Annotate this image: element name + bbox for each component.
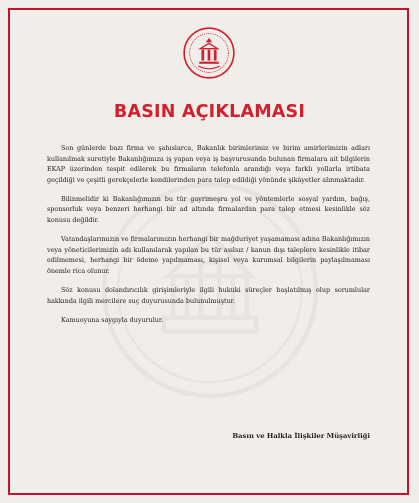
paragraph: Bilinmelidir ki Bakanlığımızın bu tür gayrimeşru yol ve yöntemlerle sosyal yardım, bağış, sponsorluk veya benzeri herhangi bir ad altında firmalardan para talep etmesi kesinlikle söz konusu değildir. — [47, 194, 370, 225]
page-title: BASIN AÇIKLAMASI — [113, 102, 306, 122]
ministry-emblem-icon — [182, 26, 236, 80]
paragraph: Söz konusu dolandırıcılık girişimleriyle ilgili hukuki süreçler başlatılmış olup sorumlular hakkında ilgili mercilere suç duyurusunda bulunulmuştur. — [47, 286, 370, 305]
signature: Basın ve Halkla İlişkiler Müşavirliği — [232, 432, 370, 440]
statement-body — [47, 143, 370, 334]
closing-line: Kamuoyuna saygıyla duyurulur. — [61, 315, 164, 324]
paragraph: Vatandaşlarımızın ve firmalarımızın herhangi bir mağduriyet yaşamaması adına Bakanlığımızın veya yöneticilerimizin adı kullanılarak yapılan bu tür asılsız / kanun dışı taleplere kesinlikle itibar edilmemesi, herhangi bir ödeme yapılmaması, kişisel veya kurumsal bilgilerin paylaşılmaması önemle rica olunur. — [47, 235, 370, 275]
paragraph: Son günlerde bazı firma ve şahıslarca, Bakanlık birimlerimiz ve birim amirlerimizin adları kullanılmak suretiyle Bakanlığımıza iş yapan veya iş başvurusunda bulunan firmalara ait bilgilerin EKAP üzerinden tespit edilerek bu firmaların telefonla arandığı veya farklı yollarla irtibata geçildiği ve çeşitli gerekçelerle kendilerinden para talep edildiği yönünde şikâyetler alınmaktadır. — [47, 144, 370, 184]
